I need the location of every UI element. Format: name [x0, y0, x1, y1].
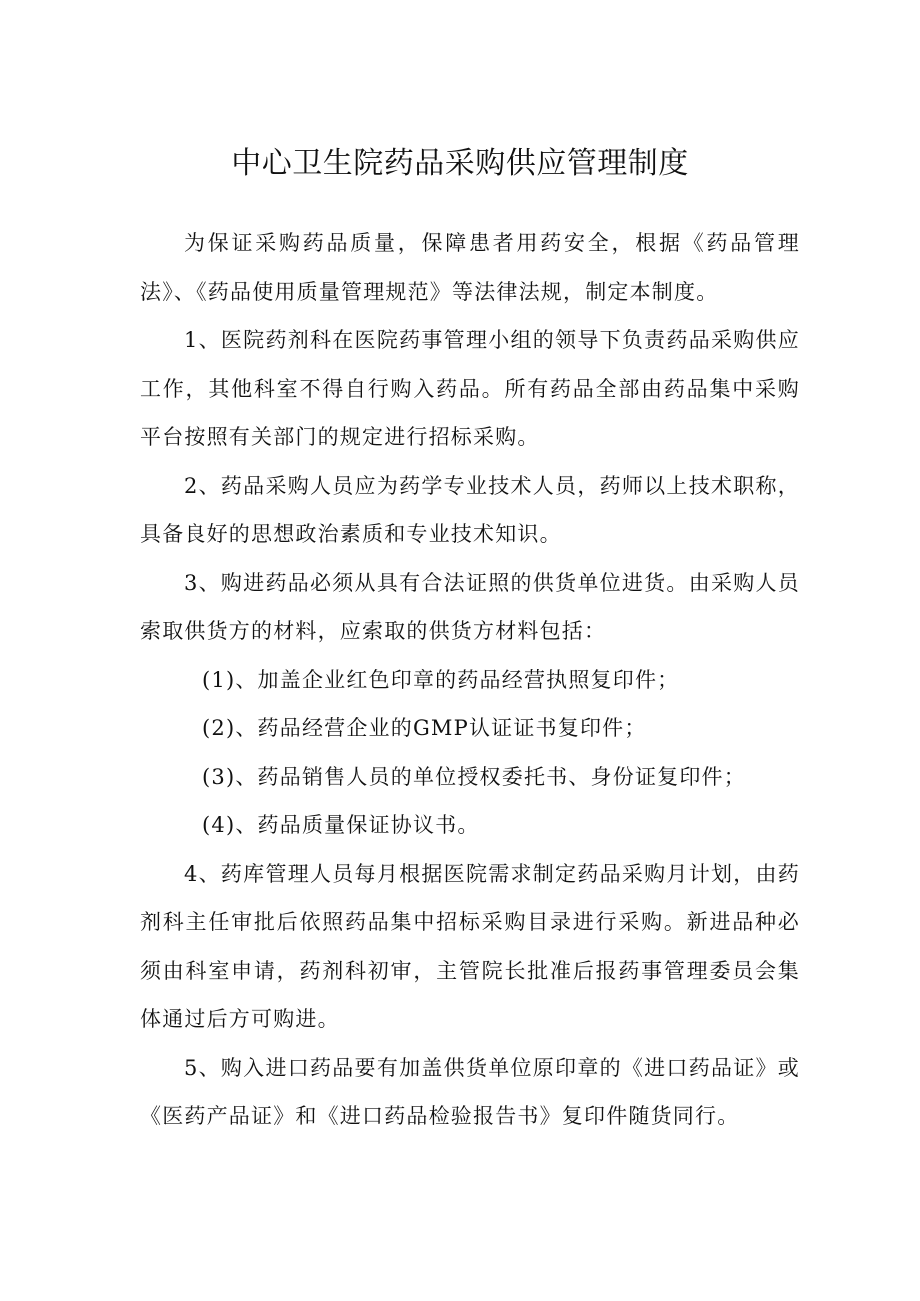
document-title: 中心卫生院药品采购供应管理制度 — [231, 146, 689, 181]
clause-3-subitem-4: (4)、药品质量保证协议书。 — [202, 813, 480, 837]
clause-3-subitem-3: (3)、药品销售人员的单位授权委托书、身份证复印件； — [202, 764, 746, 789]
clause-3-subitem-1: (1)、加盖企业红色印章的药品经营执照复印件； — [202, 667, 680, 692]
intro-paragraph: 为保证采购药品质量，保障患者用药安全，根据《药品管理法》、《药品使用质量管理规范》等法律法规，制定本制度。 — [140, 231, 800, 304]
clause-3-subitem-2: (2)、药品经营企业的GMP认证证书复印件； — [202, 716, 647, 740]
clause-5: 5、购入进口药品要有加盖供货单位原印章的《进口药品证》或《医药产品证》和《进口药品检验报告书》复印件随货同行。 — [140, 1055, 800, 1128]
clause-4: 4、药库管理人员每月根据医院需求制定药品采购月计划，由药剂科主任审批后依照药品集中招标采购目录进行采购。新进品种必须由科室申请，药剂科初审，主管院长批准后报药事管理委员会集体通过后方可购进。 — [140, 861, 800, 1031]
clause-2: 2、药品采购人员应为药学专业技术人员，药师以上技术职称，具备良好的思想政治素质和专业技术知识。 — [140, 473, 800, 546]
clause-3: 3、购进药品必须从具有合法证照的供货单位进货。由采购人员索取供货方的材料，应索取的供货方材料包括： — [140, 570, 800, 643]
document-body — [140, 219, 800, 1141]
clause-1: 1、医院药剂科在医院药事管理小组的领导下负责药品采购供应工作，其他科室不得自行购入药品。所有药品全部由药品集中采购平台按照有关部门的规定进行招标采购。 — [140, 328, 800, 449]
